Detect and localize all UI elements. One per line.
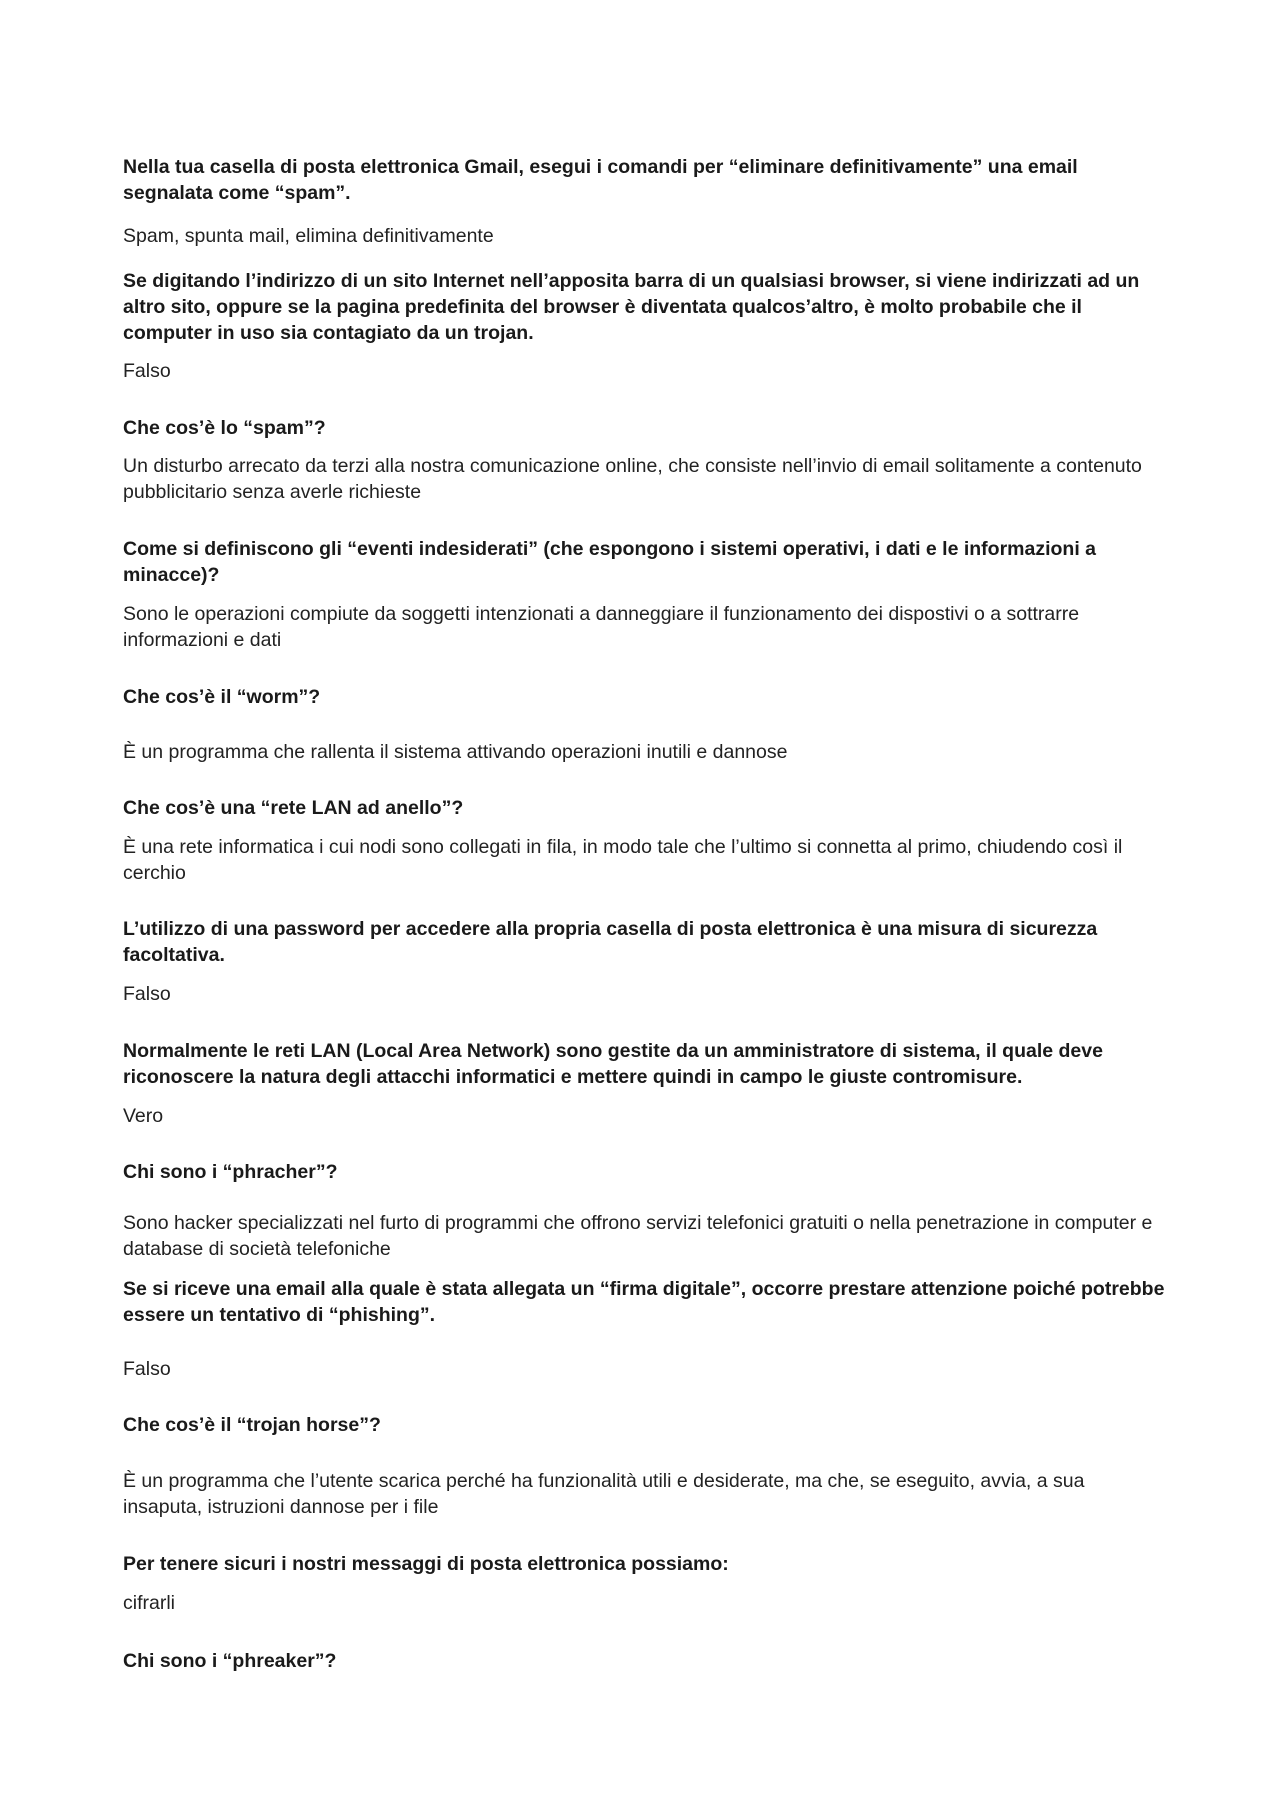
answer-5: È un programma che rallenta il sistema attivando operazioni inutili e dannose bbox=[123, 741, 788, 763]
answer-10: Falso bbox=[123, 1358, 171, 1380]
question-2: Se digitando l’indirizzo di un sito Internet nell’apposita barra di un qualsiasi browser, si viene indirizzati ad un altro sito, oppure se la pagina predefinita del browser è diventata qualcos’altro, è molto probabile che il computer in uso sia contagiato da un trojan. bbox=[123, 270, 1140, 344]
question-8: Normalmente le reti LAN (Local Area Network) sono gestite da un amministratore di sistema, il quale deve riconoscere la natura degli attacchi informatici e mettere quindi in campo le giuste contromisure. bbox=[123, 1040, 1103, 1088]
answer-8: Vero bbox=[123, 1105, 164, 1127]
answer-12: cifrarli bbox=[123, 1592, 175, 1614]
answer-11: È un programma che l’utente scarica perché ha funzionalità utili e desiderate, ma che, se eseguito, avvia, a sua insaputa, istruzioni dannose per i file bbox=[123, 1470, 1085, 1518]
question-9: Chi sono i “phracher”? bbox=[123, 1161, 338, 1183]
answer-7: Falso bbox=[123, 983, 171, 1005]
answer-9: Sono hacker specializzati nel furto di programmi che offrono servizi telefonici gratuiti o nella penetrazione in computer e database di società telefoniche bbox=[123, 1212, 1153, 1260]
question-5: Che cos’è il “worm”? bbox=[123, 686, 321, 708]
question-13: Chi sono i “phreaker”? bbox=[123, 1650, 337, 1672]
answer-3: Un disturbo arrecato da terzi alla nostra comunicazione online, che consiste nell’invio di email solitamente a contenuto pubblicitario senza averle richieste bbox=[123, 455, 1142, 503]
answer-1: Spam, spunta mail, elimina definitivamente bbox=[123, 225, 494, 247]
question-4: Come si definiscono gli “eventi indesiderati” (che espongono i sistemi operativi, i dati e le informazioni a minacce)? bbox=[123, 538, 1097, 586]
question-6: Che cos’è una “rete LAN ad anello”? bbox=[123, 797, 464, 819]
answer-6: È una rete informatica i cui nodi sono collegati in fila, in modo tale che l’ultimo si connetta al primo, chiudendo così il cerchio bbox=[123, 836, 1123, 884]
question-1: Nella tua casella di posta elettronica Gmail, esegui i comandi per “eliminare definitivamente” una email segnalata come “spam”. bbox=[123, 156, 1078, 204]
question-3: Che cos’è lo “spam”? bbox=[123, 417, 326, 439]
answer-4: Sono le operazioni compiute da soggetti intenzionati a danneggiare il funzionamento dei dispostivi o a sottrarre informazioni e dati bbox=[123, 603, 1080, 651]
question-11: Che cos’è il “trojan horse”? bbox=[123, 1414, 381, 1436]
question-12: Per tenere sicuri i nostri messaggi di posta elettronica possiamo: bbox=[123, 1553, 729, 1575]
question-7: L’utilizzo di una password per accedere alla propria casella di posta elettronica è una misura di sicurezza facoltativa. bbox=[123, 918, 1098, 966]
answer-2: Falso bbox=[123, 360, 171, 382]
question-10: Se si riceve una email alla quale è stata allegata un “firma digitale”, occorre prestare attenzione poiché potrebbe essere un tentativo di “phishing”. bbox=[123, 1278, 1165, 1326]
